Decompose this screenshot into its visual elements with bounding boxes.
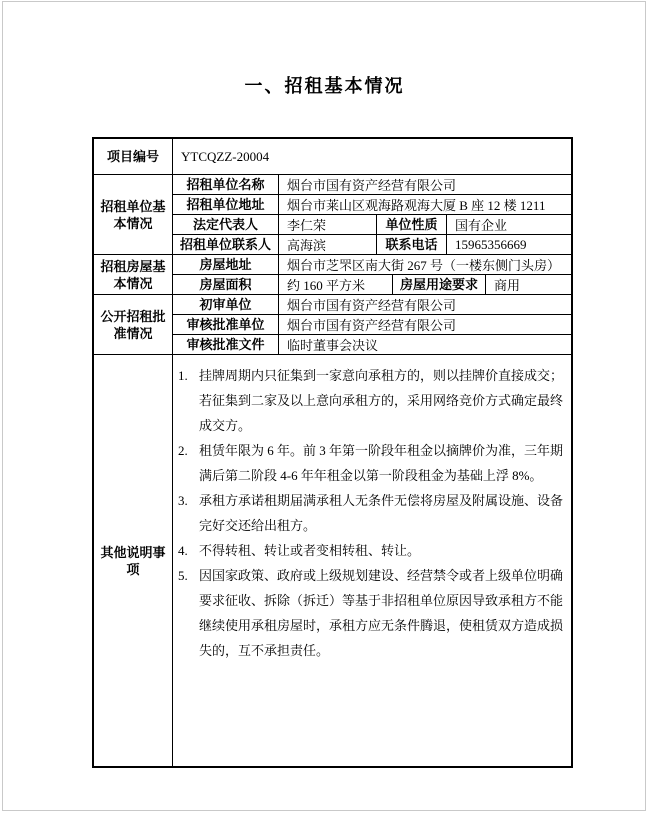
table-row bbox=[172, 274, 571, 294]
project-number-value: YTCQZZ-20004 bbox=[172, 139, 571, 174]
list-item-text: 挂牌周期内只征集到一家意向承租方的，则以挂牌价直接成交；若征集到二家及以上意向承租方的，采用网络竞价方式确定最终成交方。 bbox=[199, 368, 564, 433]
field-label: 招租单位联系人 bbox=[172, 235, 278, 254]
section-label: 其他说明事项 bbox=[100, 544, 166, 577]
section-rental-property bbox=[94, 254, 571, 294]
list-item-number: 3. bbox=[178, 493, 188, 508]
section-label: 公开招租批准情况 bbox=[100, 308, 166, 341]
field-value: 临时董事会决议 bbox=[278, 335, 571, 354]
field-value: 商用 bbox=[485, 275, 571, 294]
section-label: 招租单位基本情况 bbox=[100, 198, 166, 231]
field-label: 审核批准文件 bbox=[172, 335, 278, 354]
field-value: 烟台市国有资产经营有限公司 bbox=[278, 315, 571, 334]
list-item bbox=[178, 438, 563, 488]
list-item-number: 2. bbox=[178, 443, 188, 458]
field-label: 招租单位名称 bbox=[172, 175, 278, 194]
list-item-text: 承租方承诺租期届满承租人无条件无偿将房屋及附属设施、设备完好交还给出租方。 bbox=[199, 493, 564, 533]
field-label: 房屋用途要求 bbox=[392, 275, 485, 294]
field-value: 高海滨 bbox=[278, 235, 376, 254]
project-number-label: 项目编号 bbox=[106, 149, 159, 164]
table-row bbox=[172, 234, 571, 254]
section-rental-unit bbox=[94, 174, 571, 254]
list-item bbox=[178, 538, 563, 563]
rental-info-table bbox=[92, 137, 573, 768]
field-label: 初审单位 bbox=[172, 295, 278, 314]
field-label: 法定代表人 bbox=[172, 215, 278, 234]
section-other-notes bbox=[94, 354, 571, 766]
table-row bbox=[172, 214, 571, 234]
section-approval bbox=[94, 294, 571, 354]
list-item-text: 不得转租、转让或者变相转租、转让。 bbox=[199, 543, 421, 558]
field-value: 烟台市莱山区观海路观海大厦 B 座 12 楼 1211 bbox=[278, 195, 571, 214]
table-row bbox=[94, 139, 571, 174]
table-row bbox=[172, 175, 571, 194]
field-label: 审核批准单位 bbox=[172, 315, 278, 334]
field-label: 单位性质 bbox=[376, 215, 446, 234]
field-label: 联系电话 bbox=[376, 235, 446, 254]
list-item bbox=[178, 563, 563, 663]
list-item-text: 租赁年限为 6 年。前 3 年第一阶段年租金以摘牌价为准，三年期满后第二阶段 4-6 年年租金以第一阶段租金为基础上浮 8%。 bbox=[199, 443, 564, 483]
field-value: 烟台市国有资产经营有限公司 bbox=[278, 295, 571, 314]
field-label: 招租单位地址 bbox=[172, 195, 278, 214]
list-item-number: 5. bbox=[178, 568, 188, 583]
list-item bbox=[178, 363, 563, 438]
table-row bbox=[172, 295, 571, 314]
page-title: 一、招租基本情况 bbox=[244, 76, 405, 96]
table-row bbox=[172, 334, 571, 354]
section-label: 招租房屋基本情况 bbox=[100, 258, 166, 291]
field-value: 烟台市国有资产经营有限公司 bbox=[278, 175, 571, 194]
table-row bbox=[172, 194, 571, 214]
field-value: 约 160 平方米 bbox=[278, 275, 392, 294]
table-row bbox=[172, 314, 571, 334]
list-item-number: 1. bbox=[178, 368, 188, 383]
field-label: 房屋面积 bbox=[172, 275, 278, 294]
field-value: 国有企业 bbox=[446, 215, 571, 234]
list-item-number: 4. bbox=[178, 543, 188, 558]
list-item-text: 因国家政策、政府或上级规划建设、经营禁令或者上级单位明确要求征收、拆除（拆迁）等基于非招租单位原因导致承租方不能继续使用承租房屋时，承租方应无条件腾退，使租赁双方造成损失的，互不承担责任。 bbox=[199, 568, 564, 658]
field-label: 房屋地址 bbox=[172, 255, 278, 274]
field-value: 李仁荣 bbox=[278, 215, 376, 234]
list-item bbox=[178, 488, 563, 538]
field-value: 烟台市芝罘区南大街 267 号（一楼东侧门头房） bbox=[278, 255, 571, 274]
notes-list bbox=[172, 355, 571, 766]
table-row bbox=[172, 255, 571, 274]
field-value: 15965356669 bbox=[446, 235, 571, 254]
